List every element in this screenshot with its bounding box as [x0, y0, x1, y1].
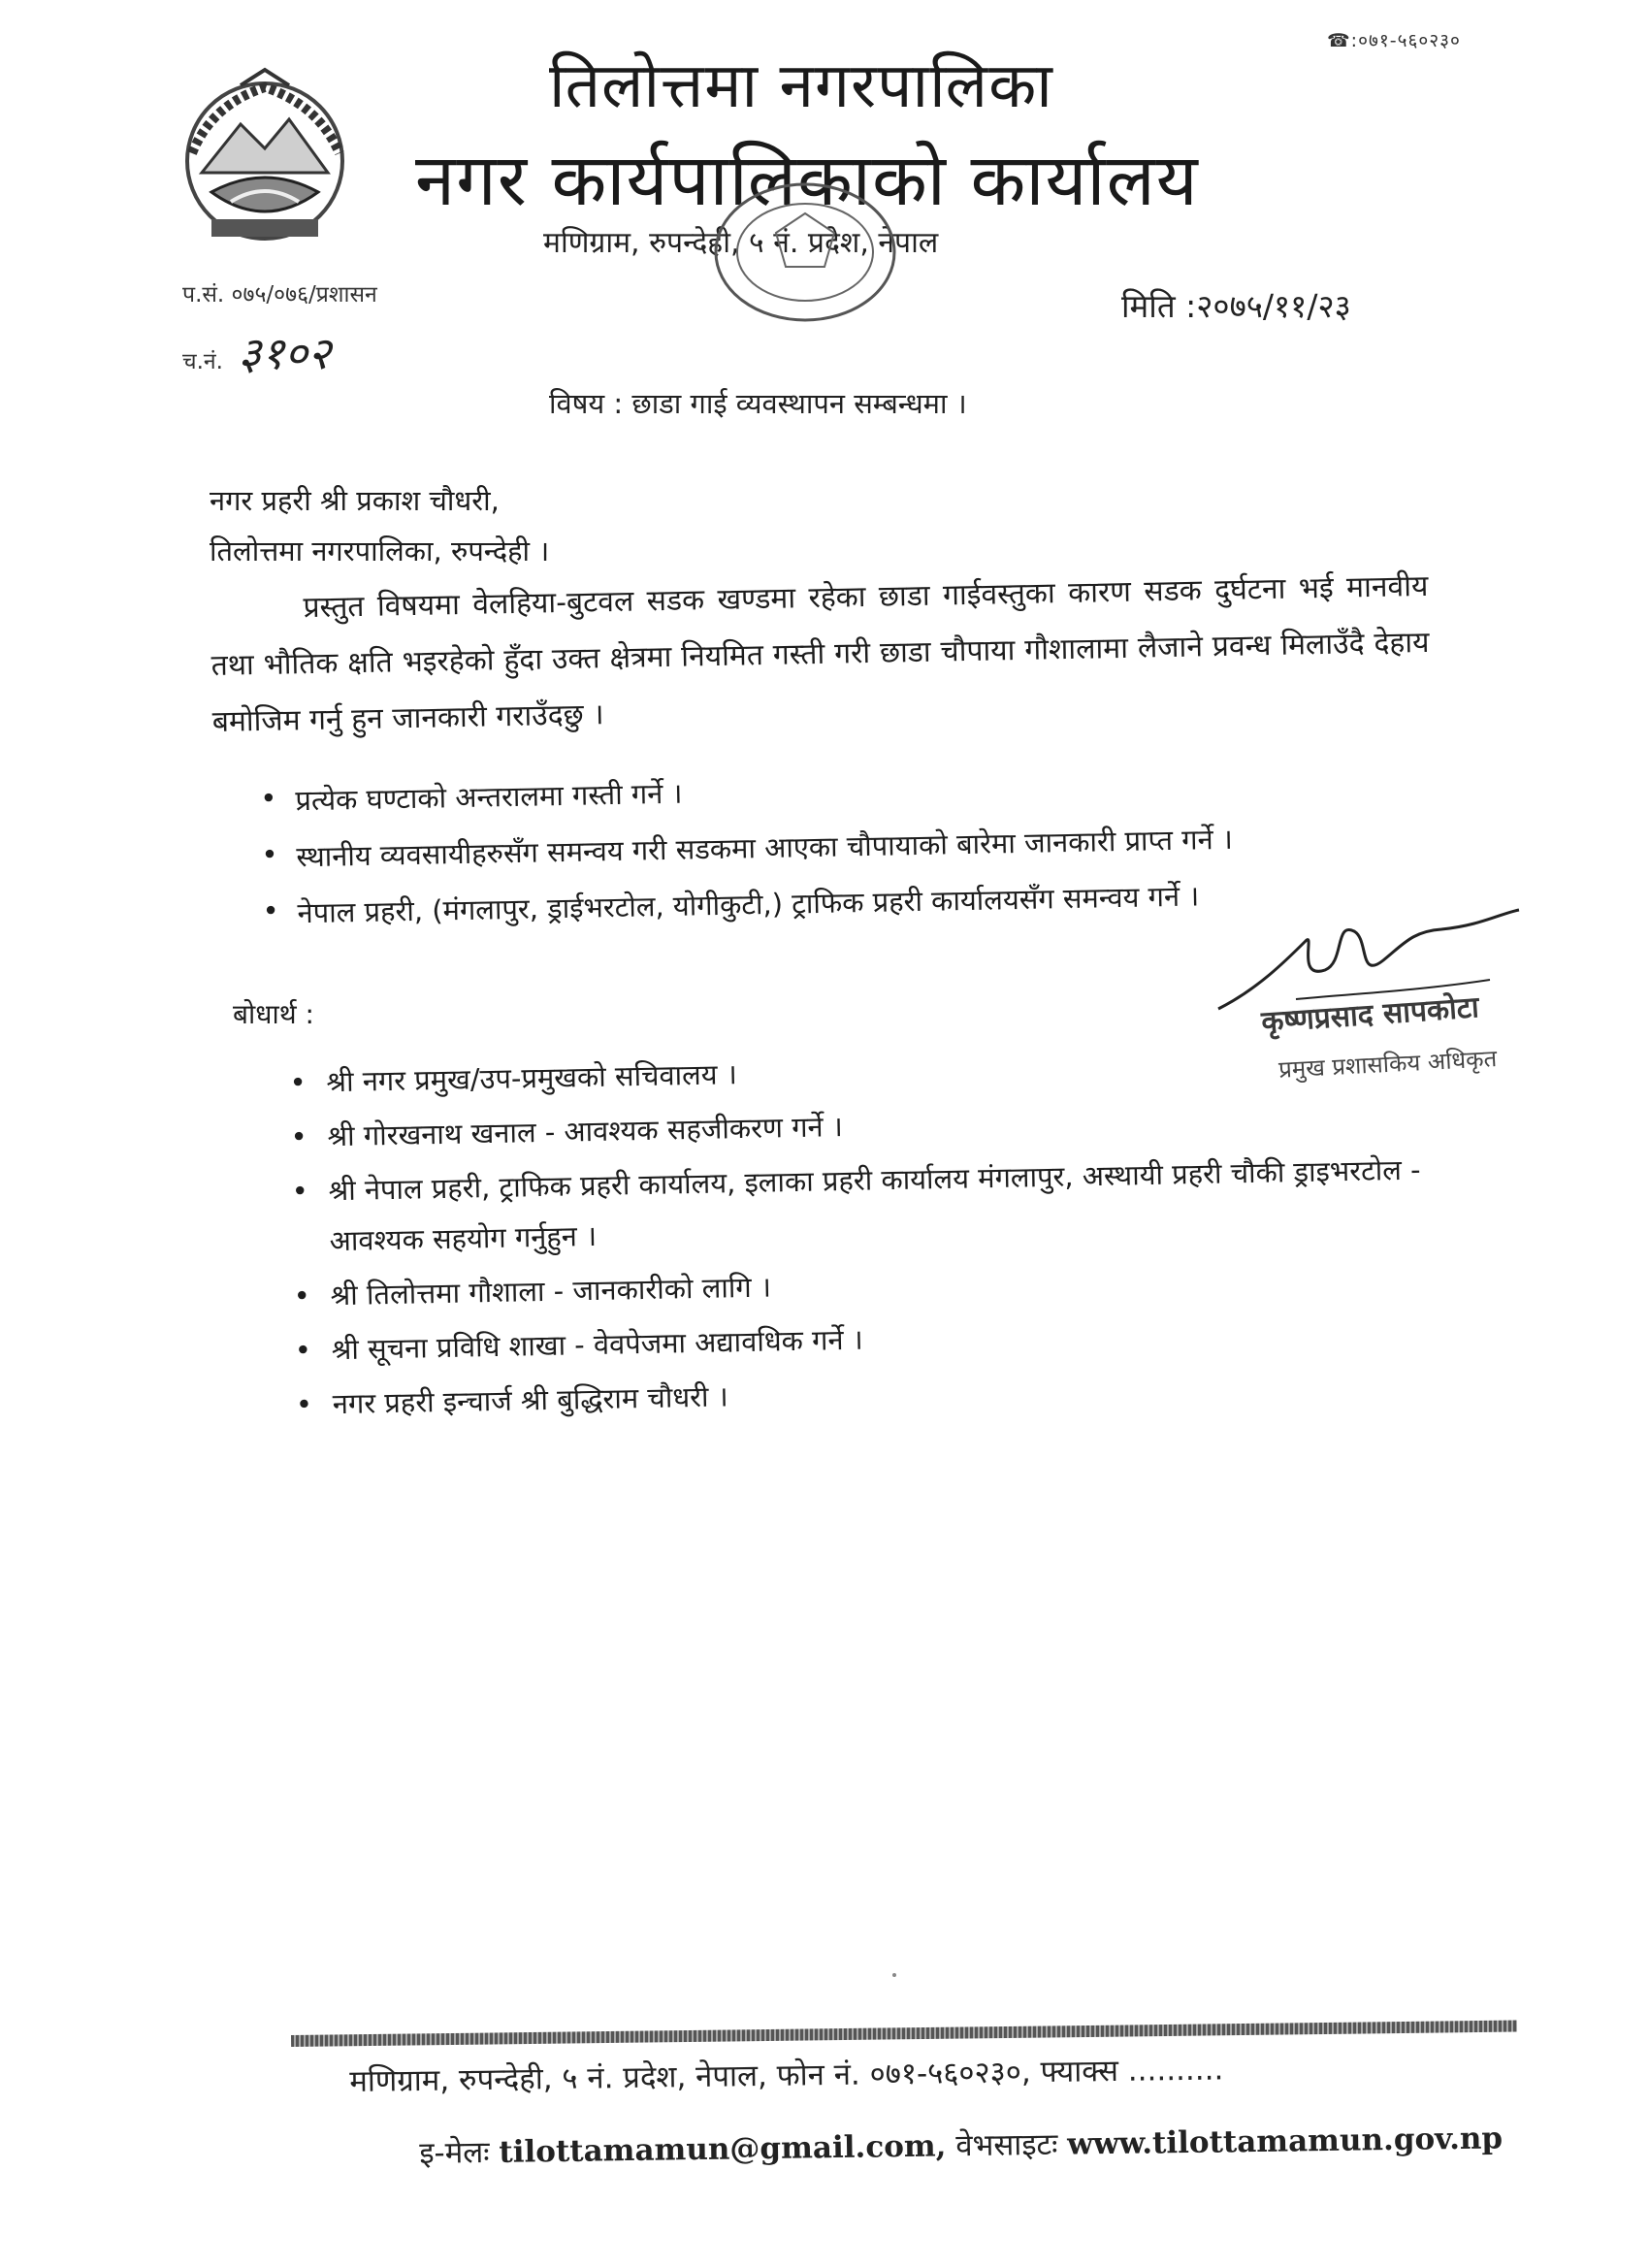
phone-number: ☎:०७१-५६०२३०: [1327, 30, 1461, 51]
list-item: • प्रत्येक घण्टाको अन्तरालमा गस्ती गर्ने ।: [260, 763, 1232, 838]
list-item: • स्थानीय व्यवसायीहरुसँग समन्वय गरी सडकमा आएका चौपायाको बारेमा जानकारी प्राप्त गर्ने ।: [261, 820, 1233, 894]
reference-number: प.सं. ०७५/०७६/प्रशासन: [182, 282, 377, 308]
recipient-office: तिलोत्तमा नगरपालिका, रुपन्देही ।: [210, 535, 550, 567]
speck: [892, 1973, 896, 1977]
office-address: मणिग्राम, रुपन्देही, ५ नं. प्रदेश, नेपाल: [543, 226, 939, 260]
nepal-government-emblem: [173, 66, 357, 250]
cc-label: बोधार्थ :: [233, 998, 314, 1030]
list-item: • नगर प्रहरी इन्चार्ज श्री बुद्धिराम चौधरी ।: [295, 1357, 1458, 1430]
recipient-name: नगर प्रहरी श्री प्रकाश चौधरी,: [210, 484, 500, 517]
letter-body: [210, 559, 1431, 751]
dispatch-number: [182, 322, 331, 382]
office-name: नगर कार्यपालिकाको कार्यालय: [415, 139, 1199, 222]
signatory-designation: प्रमुख प्रशासकिय अधिकृत: [1277, 1045, 1498, 1084]
website-label: वेभसाइटः: [955, 2126, 1058, 2164]
dispatch-label: च.नं.: [182, 349, 223, 374]
list-item: • श्री नेपाल प्रहरी, ट्राफिक प्रहरी कार्यालय, इलाका प्रहरी कार्यालय मंगलापुर, अस्थायी प्रहरी चौकी ड्राइभरटोल - आवश्यक सहयोग गर्नुहुन ।: [291, 1144, 1455, 1267]
email-link[interactable]: tilottamamun@gmail.com,: [499, 2128, 947, 2170]
office-stamp: [708, 175, 902, 349]
letter-date: मिति :२०७५/११/२३: [1121, 287, 1351, 325]
footer-contact: [419, 2117, 1503, 2173]
footer-address: मणिग्राम, रुपन्देही, ५ नं. प्रदेश, नेपाल, फोन नं. ०७१-५६०२३०, फ्याक्स ..........: [349, 2052, 1224, 2099]
body-text: प्रस्तुत विषयमा वेलहिया-बुटवल सडक खण्डमा रहेका छाडा गाईवस्तुका कारण सडक दुर्घटना भई मानवीय तथा भौतिक क्षति भइरहेको हुँदा उक्त क्षेत्रमा नियमित गस्ती गरी छाडा चौपाया गौशालामा लैजाने प्रवन्ध मिलाउँदै देहाय बमोजिम गर्नु हुन जानकारी गराउँदछु ।: [210, 568, 1430, 739]
instruction-list: [260, 763, 1235, 951]
signatory-name: कृष्णप्रसाद सापकोटा: [1260, 990, 1480, 1040]
website-link[interactable]: www.tilottamamun.gov.np: [1067, 2121, 1504, 2162]
list-item: • श्री नगर प्रमुख/उप-प्रमुखको सचिवालय ।: [289, 1035, 1452, 1108]
email-label: इ-मेलः: [419, 2134, 490, 2171]
list-item: • नेपाल प्रहरी, (मंगलापुर, ड्राईभरटोल, योगीकुटी,) ट्राफिक प्रहरी कार्यालयसँग समन्वय गर्ने ।: [262, 876, 1234, 951]
municipality-name: तिलोत्तमा नगरपालिका: [549, 50, 1053, 122]
dispatch-value: ३१०२: [238, 327, 331, 379]
cc-list: [289, 1035, 1458, 1434]
list-item: • श्री तिलोत्तमा गौशाला - जानकारीको लागि ।: [293, 1248, 1456, 1321]
letter-subject: विषय : छाडा गाई व्यवस्थापन सम्बन्धमा ।: [549, 387, 967, 420]
footer-divider: [291, 2021, 1517, 2047]
list-item: • श्री गोरखनाथ खनाल - आवश्यक सहजीकरण गर्ने ।: [290, 1089, 1453, 1162]
list-item: • श्री सूचना प्रविधि शाखा - वेवपेजमा अद्यावधिक गर्ने ।: [294, 1303, 1457, 1376]
